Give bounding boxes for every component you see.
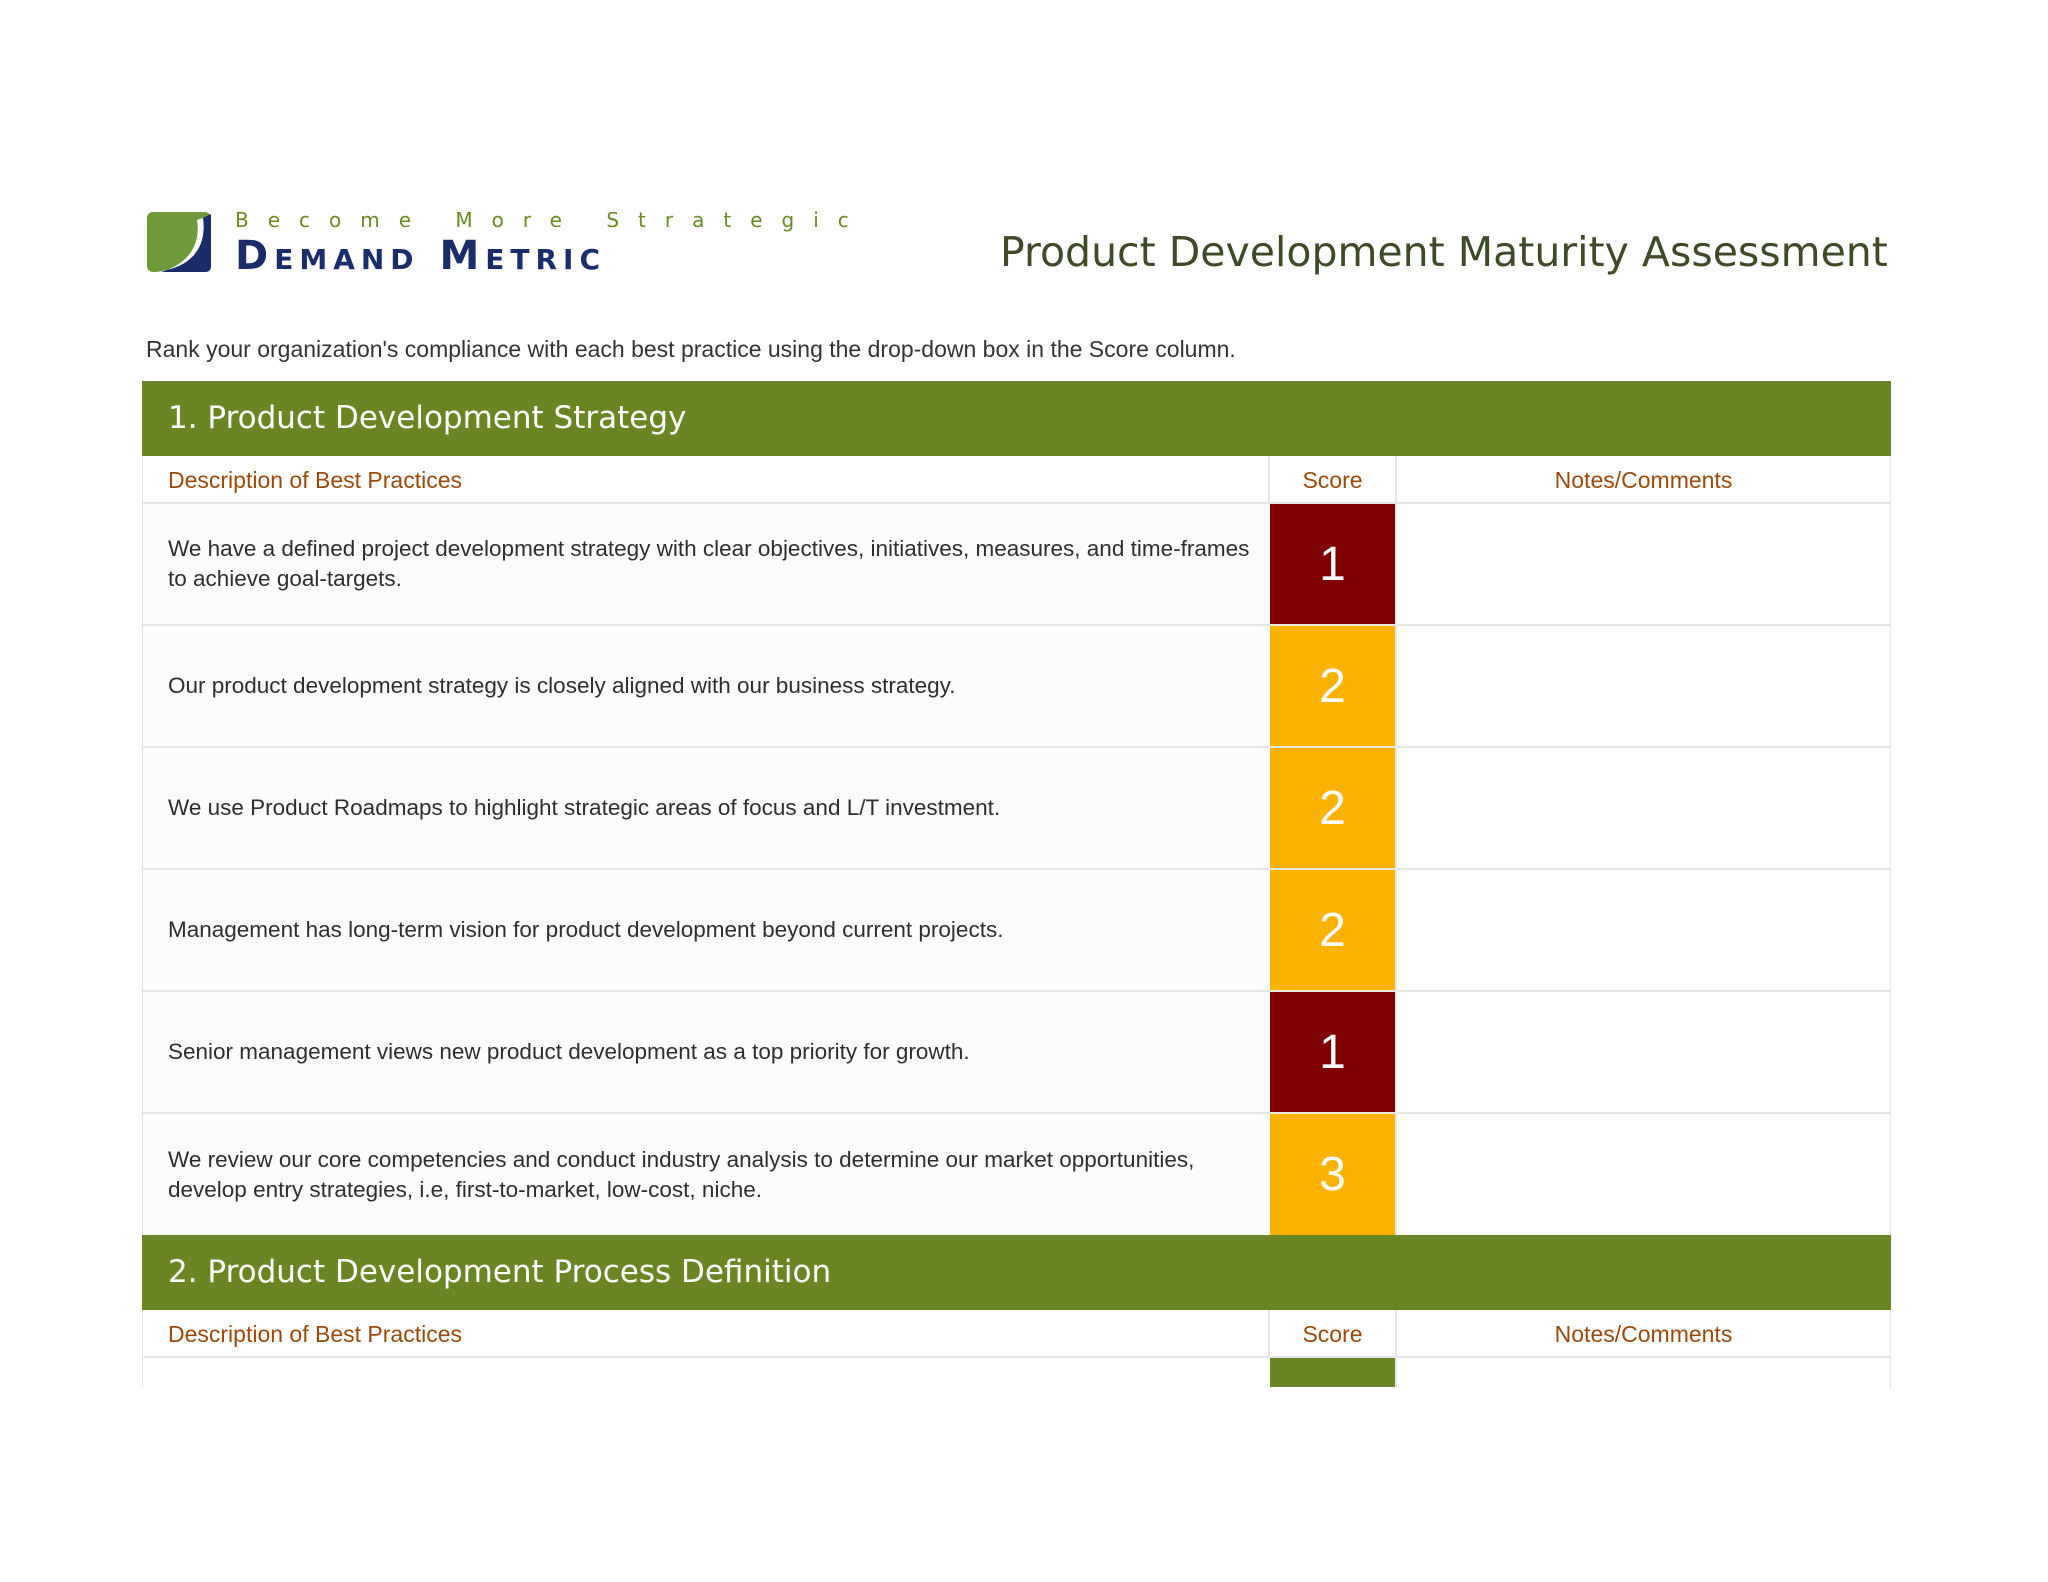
instructions-text: Rank your organization's compliance with each best practice using the drop-down box in the Score column. <box>146 336 1236 362</box>
column-header-notes: Notes/Comments <box>1554 1321 1733 1347</box>
best-practice-description: We review our core competencies and conduct industry analysis to determine our market opportunities, develop entry strategies, i.e, first-to-market, low-cost, niche. <box>143 1114 1270 1235</box>
notes-cell[interactable] <box>1395 748 1890 868</box>
column-header-score: Score <box>1270 1310 1397 1356</box>
section-2-column-headers <box>142 1310 1891 1358</box>
best-practice-description <box>143 1358 1270 1387</box>
notes-cell[interactable] <box>1395 504 1890 624</box>
score-dropdown[interactable]: 1 <box>1270 992 1395 1112</box>
section-1-column-headers <box>142 456 1891 504</box>
best-practice-description: We have a defined project development strategy with clear objectives, initiatives, measures, and time-frames to achieve goal-targets. <box>143 504 1270 624</box>
notes-cell[interactable] <box>1395 1114 1890 1235</box>
best-practice-description: Management has long-term vision for product development beyond current projects. <box>143 870 1270 990</box>
notes-cell[interactable] <box>1395 1358 1890 1387</box>
table-row <box>142 870 1891 992</box>
table-row <box>142 1358 1891 1387</box>
column-header-notes: Notes/Comments <box>1554 467 1733 493</box>
table-row <box>142 1114 1891 1235</box>
best-practice-description: Senior management views new product development as a top priority for growth. <box>143 992 1270 1112</box>
score-dropdown[interactable]: 1 <box>1270 504 1395 624</box>
table-row <box>142 992 1891 1114</box>
table-row <box>142 504 1891 626</box>
brand-tagline: Become More Strategic <box>235 208 868 232</box>
page-title: Product Development Maturity Assessment <box>1000 228 1888 276</box>
notes-cell[interactable] <box>1395 626 1890 746</box>
score-dropdown[interactable]: 2 <box>1270 870 1395 990</box>
score-dropdown[interactable]: 3 <box>1270 1114 1395 1235</box>
column-header-description: Description of Best Practices <box>143 1310 1270 1356</box>
table-row <box>142 626 1891 748</box>
notes-cell[interactable] <box>1395 992 1890 1112</box>
demand-metric-logo <box>145 208 868 279</box>
score-dropdown[interactable]: 2 <box>1270 748 1395 868</box>
column-header-score: Score <box>1270 456 1397 502</box>
notes-cell[interactable] <box>1395 870 1890 990</box>
column-header-description: Description of Best Practices <box>143 456 1270 502</box>
score-dropdown[interactable]: 2 <box>1270 626 1395 746</box>
score-dropdown[interactable] <box>1270 1358 1395 1387</box>
table-row <box>142 748 1891 870</box>
best-practice-description: Our product development strategy is closely aligned with our business strategy. <box>143 626 1270 746</box>
best-practice-description: We use Product Roadmaps to highlight strategic areas of focus and L/T investment. <box>143 748 1270 868</box>
section-1-header: 1. Product Development Strategy <box>142 381 1891 456</box>
demand-metric-logo-icon <box>145 210 215 276</box>
brand-name: Demand Metric <box>235 233 607 279</box>
section-2-header: 2. Product Development Process Definition <box>142 1235 1891 1310</box>
assessment-sheet <box>142 381 1891 1387</box>
